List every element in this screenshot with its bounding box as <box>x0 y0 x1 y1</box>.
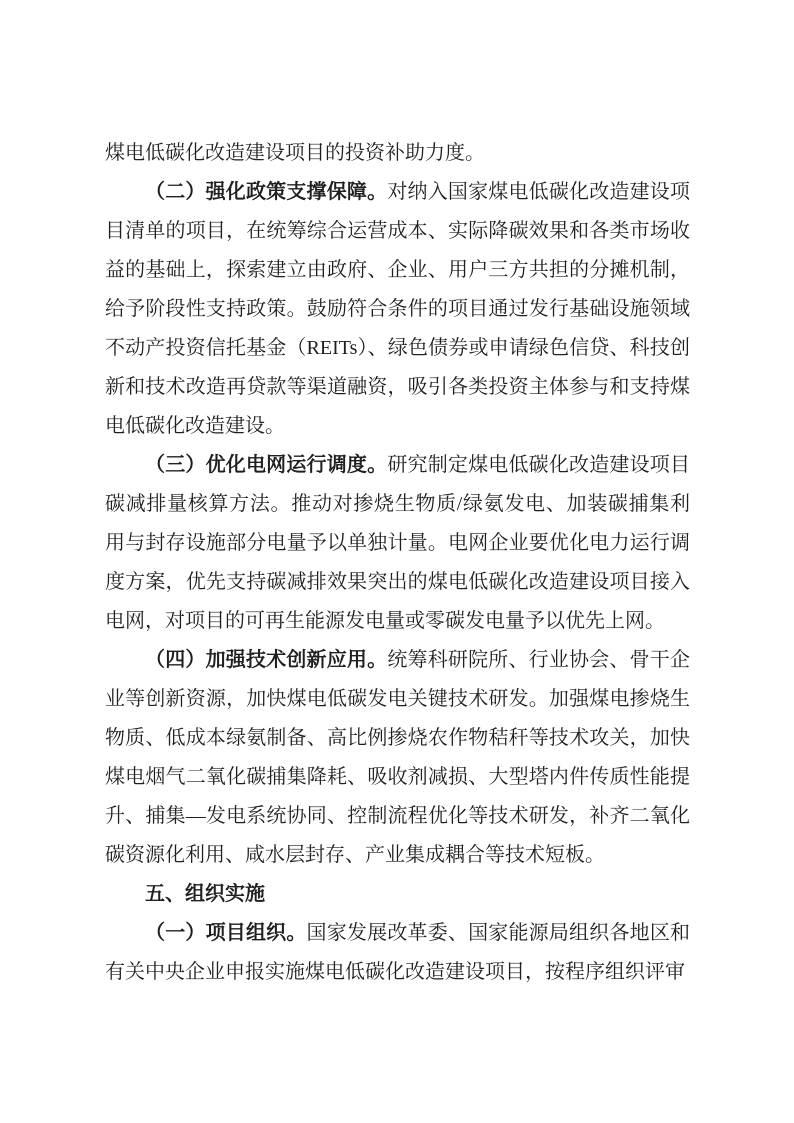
paragraph-lead: （四）加强技术创新应用。 <box>145 649 388 671</box>
heading-text: 五、组织实施 <box>145 883 265 905</box>
paragraph-lead: （一）项目组织。 <box>145 922 307 944</box>
paragraph-text: 国家发展改革委、国家能源局组织各地区和有关中央企业申报实施煤电低碳化改造建设项目，按程序组织评审 <box>105 922 691 983</box>
paragraph-text: 研究制定煤电低碳化改造建设项目碳减排量核算方法。推动对掺烧生物质/绿氨发电、加装碳捕集利用与封存设施部分电量予以单独计量。电网企业要优化电力运行调度方案，优先支持碳减排效果突出的煤电低碳化改造建设项目接入电网，对项目的可再生能源发电量或零碳发电量予以优先上网。 <box>105 454 691 632</box>
paragraph-continuation <box>105 134 690 173</box>
paragraph-section-4-tech-innovation <box>105 641 690 875</box>
paragraph-text: 统筹科研院所、行业协会、骨干企业等创新资源，加快煤电低碳发电关键技术研发。加强煤电掺烧生物质、低成本绿氨制备、高比例掺烧农作物秸秆等技术攻关，加快煤电烟气二氧化碳捕集降耗、吸收剂减损、大型塔内件传质性能提升、捕集—发电系统协同、控制流程优化等技术研发，补齐二氧化碳资源化利用、咸水层封存、产业集成耦合等技术短板。 <box>105 649 691 866</box>
paragraph-section-1-project-organization <box>105 914 690 992</box>
paragraph-section-2-policy-support <box>105 173 690 446</box>
paragraph-lead: （三）优化电网运行调度。 <box>145 454 388 476</box>
paragraph-section-3-grid-dispatch <box>105 446 690 641</box>
section-heading-5-organization <box>105 875 690 914</box>
paragraph-lead: （二）强化政策支撑保障。 <box>145 181 388 203</box>
paragraph-text: 对纳入国家煤电低碳化改造建设项目清单的项目，在统筹综合运营成本、实际降碳效果和各类市场收益的基础上，探索建立由政府、企业、用户三方共担的分摊机制，给予阶段性支持政策。鼓励符合条件的项目通过发行基础设施领域不动产投资信托基金（REITs）、绿色债券或申请绿色信贷、科技创新和技术改造再贷款等渠道融资，吸引各类投资主体参与和支持煤电低碳化改造建设。 <box>105 181 691 437</box>
paragraph-text: 煤电低碳化改造建设项目的投资补助力度。 <box>105 142 485 164</box>
